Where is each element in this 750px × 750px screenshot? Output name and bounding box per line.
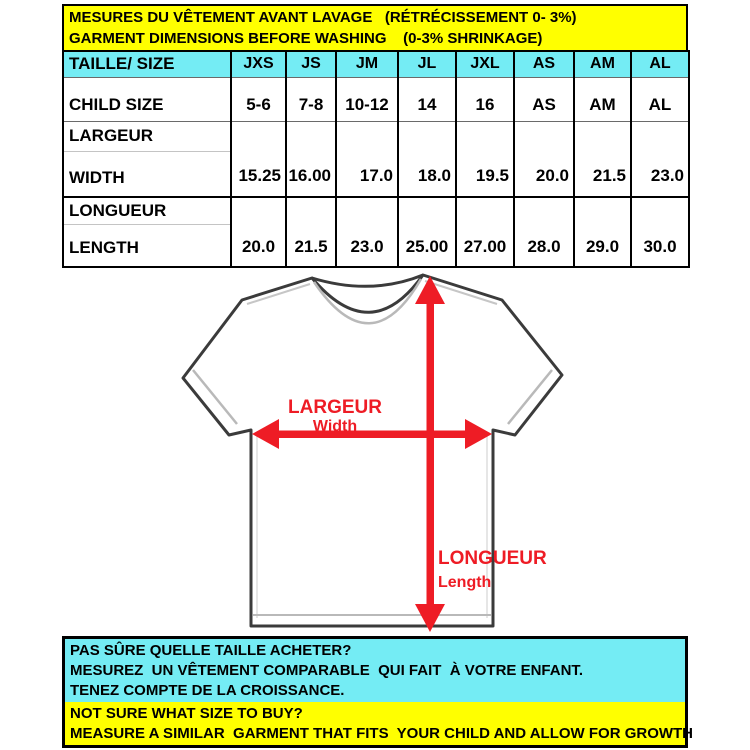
child-size-row xyxy=(63,77,689,121)
length-value-cell: 30.0 xyxy=(631,197,689,267)
tshirt-outline xyxy=(183,275,562,626)
size-header-cell: AM xyxy=(574,51,631,77)
diagram-width-label-fr: LARGEUR xyxy=(288,397,382,418)
child-size-label: CHILD SIZE xyxy=(63,77,231,121)
diagram-length-label-fr: LONGUEUR xyxy=(438,548,547,569)
width-value-cell: 15.25 xyxy=(231,121,286,197)
header-line-en: GARMENT DIMENSIONS BEFORE WASHING (0-3% SHRINKAGE) xyxy=(69,30,543,47)
sizing-advice-footer xyxy=(62,636,694,748)
header-line-fr: MESURES DU VÊTEMENT AVANT LAVAGE (RÉTRÉCISSEMENT 0- 3%) xyxy=(69,9,577,26)
child-size-cell: 10-12 xyxy=(336,77,398,121)
width-label-fr: LARGEUR xyxy=(63,121,231,151)
length-value-cell: 29.0 xyxy=(574,197,631,267)
tshirt-diagram xyxy=(175,268,615,640)
footer-fr-line: TENEZ COMPTE DE LA CROISSANCE. xyxy=(70,682,345,699)
width-row-fr xyxy=(63,121,689,151)
width-value-cell: 16.00 xyxy=(286,121,336,197)
length-value-cell: 23.0 xyxy=(336,197,398,267)
child-size-cell: 7-8 xyxy=(286,77,336,121)
length-row-fr xyxy=(63,197,689,224)
width-value-cell: 18.0 xyxy=(398,121,456,197)
length-value-cell: 21.5 xyxy=(286,197,336,267)
length-value-cell: 28.0 xyxy=(514,197,574,267)
child-size-cell: 14 xyxy=(398,77,456,121)
footer-fr-line: MESUREZ UN VÊTEMENT COMPARABLE QUI FAIT À VOTRE ENFANT. xyxy=(70,662,584,679)
length-value-cell: 27.00 xyxy=(456,197,514,267)
size-header-row xyxy=(63,51,689,77)
size-header-cell: JS xyxy=(286,51,336,77)
size-header-cell: JXL xyxy=(456,51,514,77)
width-value-cell: 21.5 xyxy=(574,121,631,197)
size-chart-sheet xyxy=(62,4,688,268)
size-header-label: TAILLE/ SIZE xyxy=(63,51,231,77)
child-size-cell: AS xyxy=(514,77,574,121)
width-label-en: WIDTH xyxy=(63,151,231,197)
tshirt-svg xyxy=(175,268,615,640)
diagram-width-label-en: Width xyxy=(312,418,358,435)
size-header-cell: AL xyxy=(631,51,689,77)
size-table xyxy=(62,50,690,268)
size-header-cell: JXS xyxy=(231,51,286,77)
footer-fr-line: PAS SÛRE QUELLE TAILLE ACHETER? xyxy=(70,642,352,659)
width-value-cell: 20.0 xyxy=(514,121,574,197)
child-size-cell: 16 xyxy=(456,77,514,121)
child-size-cell: 5-6 xyxy=(231,77,286,121)
child-size-cell: AM xyxy=(574,77,631,121)
size-header-cell: JL xyxy=(398,51,456,77)
size-header-cell: AS xyxy=(514,51,574,77)
footer-en-line: MEASURE A SIMILAR GARMENT THAT FITS YOUR CHILD AND ALLOW FOR GROWTH xyxy=(70,725,694,742)
collar-back-line xyxy=(312,275,423,286)
footer-en-line: NOT SURE WHAT SIZE TO BUY? xyxy=(70,705,303,722)
width-value-cell: 19.5 xyxy=(456,121,514,197)
diagram-length-label-en: Length xyxy=(438,574,492,591)
size-header-cell: JM xyxy=(336,51,398,77)
length-value-cell: 25.00 xyxy=(398,197,456,267)
width-value-cell: 17.0 xyxy=(336,121,398,197)
length-label-en: LENGTH xyxy=(69,238,139,257)
width-value-cell: 23.0 xyxy=(631,121,689,197)
footer-english-section xyxy=(65,702,694,745)
header-banner xyxy=(62,4,688,50)
length-value-cell: 20.0 xyxy=(231,197,286,267)
child-size-cell: AL xyxy=(631,77,689,121)
footer-french-section xyxy=(65,639,685,702)
length-label-fr: LONGUEUR xyxy=(63,197,231,224)
